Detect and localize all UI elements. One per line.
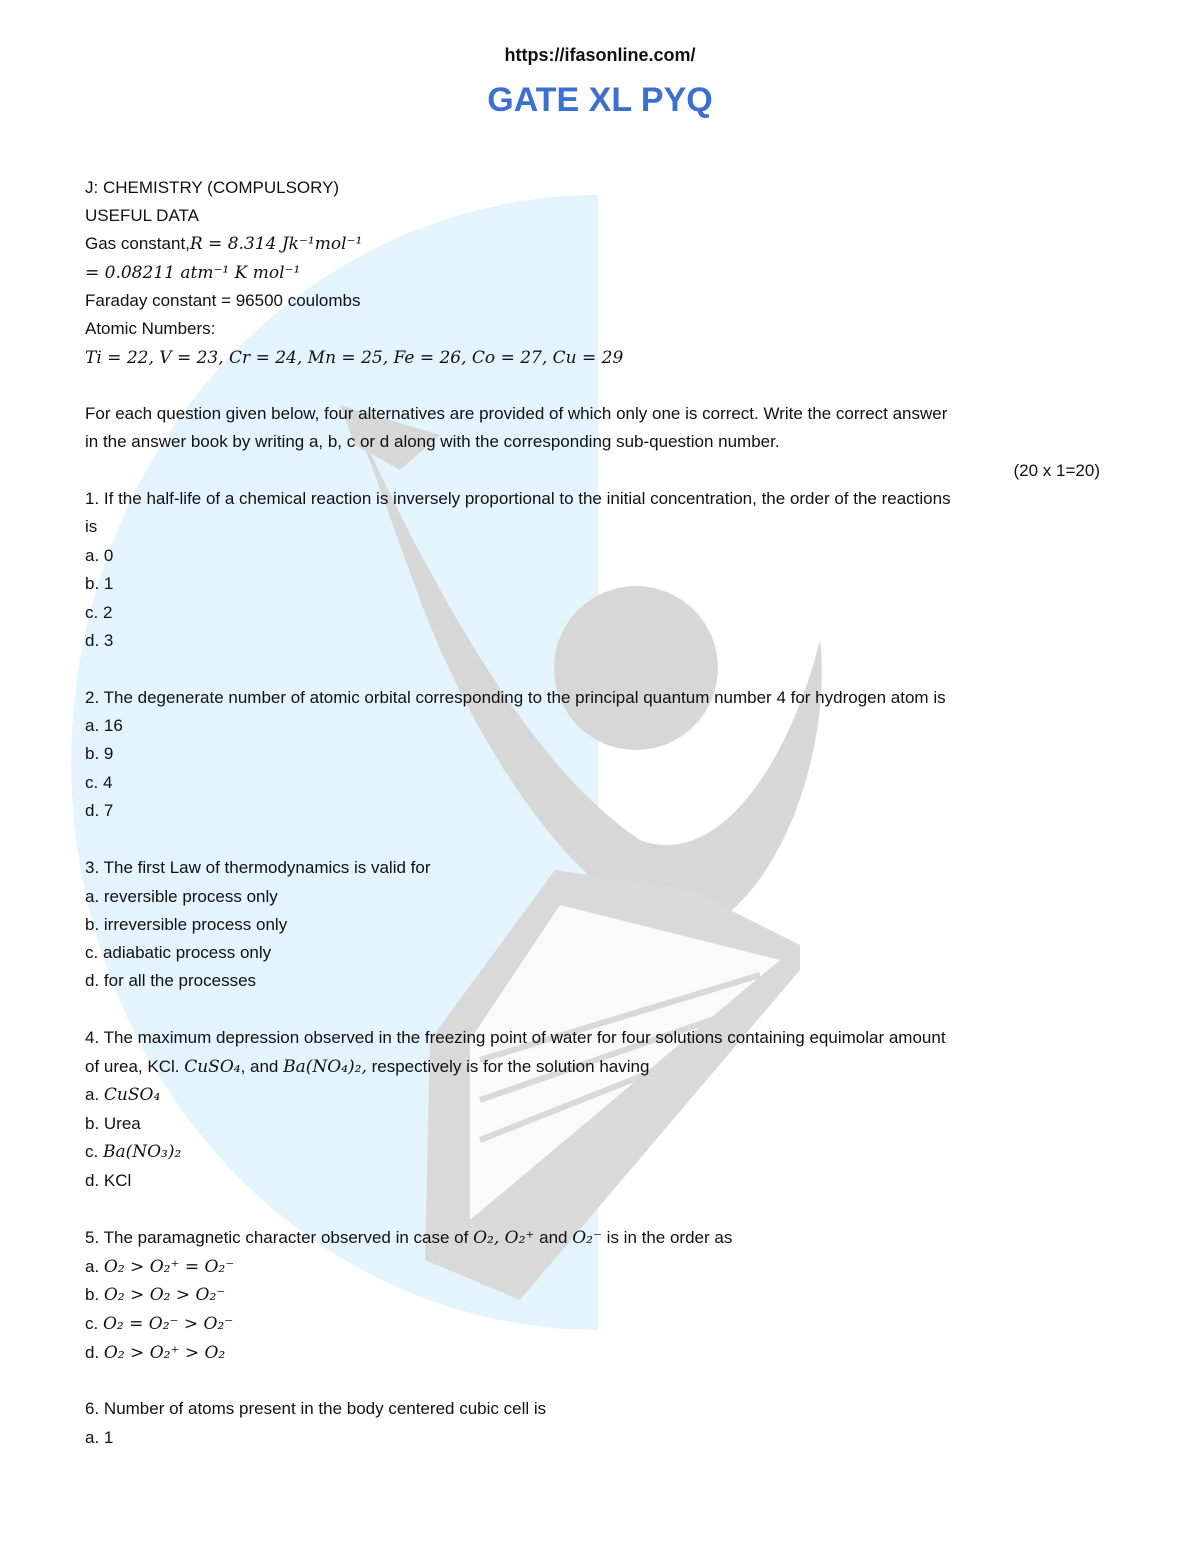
gas-constant-line (85, 233, 362, 255)
option-c: c. Ba(NO₃)₂ (85, 1142, 182, 1162)
formula: O₂ > O₂ > O₂⁻ (103, 1285, 226, 1305)
option-d: d. for all the processes (85, 971, 257, 990)
question-1-text-cont: is (85, 517, 98, 536)
option-b: b. 1 (85, 574, 114, 593)
question-4-text: 4. The maximum depression observed in the freezing point of water for four solutions containing equimolar amount (85, 1028, 946, 1047)
instructions-line-2: in the answer book by writing a, b, c or d along with the corresponding sub-question number. (85, 432, 780, 451)
option-d: d. O₂ > O₂⁺ > O₂ (85, 1343, 226, 1363)
option-a: a. 16 (85, 716, 123, 735)
document-title: GATE XL PYQ (487, 81, 713, 119)
option-a: a. reversible process only (85, 887, 278, 906)
question-4-text-cont: of urea, KCl. CuSO₄, and Ba(NO₄)₂, respectively is for the solution having (85, 1057, 650, 1077)
faraday-constant: Faraday constant = 96500 coulombs (85, 291, 361, 310)
site-url-link[interactable]: https://ifasonline.com/ (504, 45, 696, 65)
question-number: 4 (85, 1028, 95, 1047)
gas-constant-value-2: = 0.08211 atm⁻¹ K mol⁻¹ (85, 263, 301, 283)
formula: O₂, O₂⁺ (473, 1228, 535, 1248)
gas-constant-value-1: R = 8.314 Jk⁻¹mol⁻¹ (189, 234, 363, 254)
option-c: c. adiabatic process only (85, 943, 272, 962)
formula: Ba(NO₄)₂, (283, 1057, 367, 1077)
option-b: b. irreversible process only (85, 915, 288, 934)
question-3-text: 3. The first Law of thermodynamics is valid for (85, 858, 431, 877)
option-d: d. 7 (85, 801, 114, 820)
option-a: a. 0 (85, 546, 114, 565)
instructions-line-1: For each question given below, four alternatives are provided of which only one is correct. Write the correct answer (85, 404, 948, 423)
formula: CuSO₄ (103, 1085, 161, 1105)
question-number: 2 (85, 688, 95, 707)
question-number: 3 (85, 858, 95, 877)
question-number: 6 (85, 1399, 95, 1418)
question-number: 5 (85, 1228, 95, 1247)
formula: O₂ > O₂⁺ = O₂⁻ (103, 1257, 235, 1277)
option-a: a. CuSO₄ (85, 1085, 161, 1105)
section-heading: J: CHEMISTRY (COMPULSORY) (85, 178, 340, 197)
question-1-text: 1. If the half-life of a chemical reaction is inversely proportional to the initial concentration, the order of the reactions (85, 489, 951, 508)
gas-constant-label: Gas constant, (85, 234, 190, 253)
option-a: a. O₂ > O₂⁺ = O₂⁻ (85, 1257, 235, 1277)
atomic-numbers-values: Ti = 22, V = 23, Cr = 24, Mn = 25, Fe = 26, Co = 27, Cu = 29 (85, 348, 624, 368)
marks-allocation: (20 x 1=20) (1013, 461, 1100, 480)
option-b: b. Urea (85, 1114, 141, 1133)
option-d: d. 3 (85, 631, 114, 650)
option-d: d. KCl (85, 1171, 132, 1190)
formula: CuSO₄ (184, 1057, 241, 1077)
option-c: c. 2 (85, 603, 113, 622)
option-c: c. 4 (85, 773, 113, 792)
option-c: c. O₂ = O₂⁻ > O₂⁻ (85, 1314, 234, 1334)
atomic-numbers-label: Atomic Numbers: (85, 319, 216, 338)
formula: Ba(NO₃)₂ (102, 1142, 182, 1162)
formula: O₂⁻ (572, 1228, 602, 1248)
formula: O₂ > O₂⁺ > O₂ (103, 1343, 226, 1363)
question-2-text: 2. The degenerate number of atomic orbital corresponding to the principal quantum number 4 for hydrogen atom is (85, 688, 946, 707)
option-b: b. 9 (85, 744, 114, 763)
question-6-text: 6. Number of atoms present in the body centered cubic cell is (85, 1399, 547, 1418)
formula: O₂ = O₂⁻ > O₂⁻ (102, 1314, 234, 1334)
option-b: b. O₂ > O₂ > O₂⁻ (85, 1285, 226, 1305)
question-5-text: 5. The paramagnetic character observed in case of O₂, O₂⁺ and O₂⁻ is in the order as (85, 1228, 733, 1248)
question-number: 1 (85, 489, 95, 508)
useful-data-heading: USEFUL DATA (85, 206, 199, 225)
option-a: a. 1 (85, 1428, 114, 1447)
